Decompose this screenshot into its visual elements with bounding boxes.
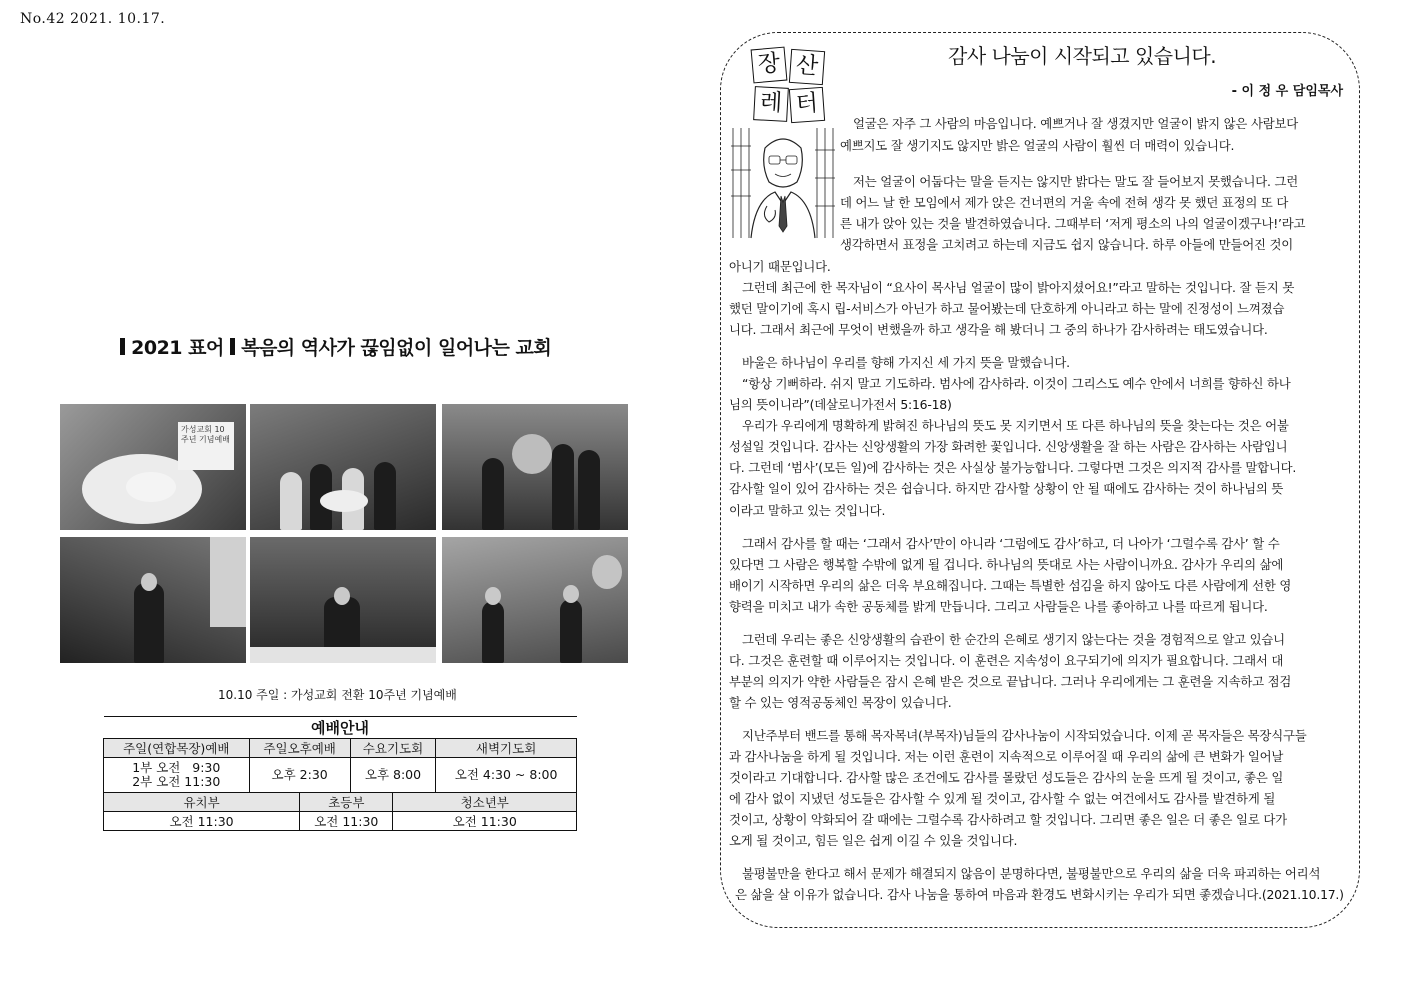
photo-speaker-left [60,537,246,663]
cake-shape [320,490,368,512]
sunday-first-service: 1부 오전 9:30 [132,760,221,775]
cake-top-shape [126,472,176,502]
letter-line: 있다면 그 사람은 행복할 수밖에 없게 될 겁니다. 하나님의 뜻대로 사는 사람이니까요. 감사가 우리의 삶에 [729,557,1284,572]
letter-line: 했던 말이기에 혹시 립-서비스가 아닌가 하고 물어봤는데 단호하게 아니라고 하는 말에 진정성이 느껴졌습 [729,301,1285,316]
motto-label: 2021 표어 [131,337,224,359]
photo-collage [60,404,626,665]
letter-line: 것이라고 기대합니다. 감사할 많은 조건에도 감사를 몰랐던 성도들은 감사의 눈을 뜨게 될 것이고, 좋은 일 [729,770,1284,785]
flowers-shape [512,434,552,474]
badge-char: 장 [751,47,788,84]
motto-bar-left [120,338,125,355]
col-sunday-service: 주일(연합목장)예배 [104,739,250,758]
badge-char: 터 [789,87,825,123]
issue-date: No.42 2021. 10.17. [20,11,166,27]
person-shape [280,472,302,530]
cell-sunday-times [104,758,250,793]
person-shape [482,458,504,530]
letter-line: 과 감사나눔을 하게 될 것입니다. 저는 이런 훈련이 지속적으로 이루어질 때 우리의 삶에 큰 변화가 일어날 [729,749,1284,764]
cell-wednesday-time: 오후 8:00 [350,758,435,793]
letter-line: 이라고 말하고 있는 것입니다. [729,503,886,518]
letter-line: 그래서 감사를 할 때는 ‘그래서 감사’만이 아니라 ‘그럼에도 감사’하고, 더 나아가 ‘그럴수록 감사’ 할 수 [742,536,1280,551]
photo-pastor-sermon [250,537,436,663]
col-youth: 청소년부 [393,793,577,812]
letter-line: 부분의 의지가 약한 사람들은 잠시 은혜 받은 것으로 끝납니다. 그러나 우리에게는 그 훈련을 지속하고 점검 [729,674,1292,689]
badge-char: 산 [789,49,825,85]
letter-line: 할 수 있는 영적공동체인 목장이 있습니다. [729,695,952,710]
letter-line: 다. 그런데 ‘범사’(모든 일)에 감사하는 것은 사실상 불가능합니다. 그렇다면 그것은 의지적 감사를 말합니다. [729,460,1297,475]
person-shape [552,444,574,530]
photo-caption: 10.10 주일 : 가성교회 전환 10주년 기념예배 [218,688,457,702]
head-shape [563,585,579,603]
letter-line: 은 삶을 살 이유가 없습니다. 감사 나눔을 통하여 마음과 환경도 변화시키는 우리가 되면 좋겠습니다.(2021.10.17.) [735,887,1344,902]
worship-schedule-table [103,716,577,831]
letter-line: 배이기 시작하면 우리의 삶은 더욱 부요해집니다. 그때는 특별한 섬김을 하지 않아도 다른 사람에게 선한 영 [729,578,1292,593]
motto-bar-right [230,338,235,355]
cell-youth-time: 오전 11:30 [393,812,577,831]
letter-line: 에 감사 없이 지냈던 성도들은 감사할 수 있게 될 것이고, 감사할 수 없는 여건에서도 감사를 발견하게 될 [729,791,1276,806]
letter-line: 우리가 우리에게 명확하게 밝혀진 하나님의 뜻도 못 지키면서 또 다른 하나님의 뜻을 찾는다는 것은 어불 [742,418,1289,433]
flowers-shape [592,555,622,589]
banner-shape [210,537,246,627]
letter-line: 저는 얼굴이 어둡다는 말을 듣지는 않지만 밝다는 말도 잘 들어보지 못했습니다. 그런 [853,174,1299,189]
letter-line: 것이고, 상황이 악화되어 갈 때에는 그럴수록 감사하려고 할 것입니다. 그리면 좋은 일은 더 좋은 일로 다가 [729,812,1287,827]
letter-line: 향력을 미치고 내가 속한 공동체를 밝게 만듭니다. 그리고 사람들은 나를 좋아하고 나를 따르게 됩니다. [729,599,1268,614]
cell-afternoon-time: 오후 2:30 [249,758,350,793]
letter-line: 성설일 것입니다. 감사는 신앙생활의 가장 화려한 꽃입니다. 신앙생활을 잘 하는 사람은 감사하는 사람입니 [729,439,1288,454]
letter-line: 그런데 최근에 한 목자님이 “요사이 목사님 얼굴이 많이 밝아지셨어요!”라고 말하는 것입니다. 잘 듣지 못 [742,280,1295,295]
platform-shape [250,647,436,663]
letter-line: 얼굴은 자주 그 사람의 마음입니다. 예쁘거나 잘 생겼지만 얼굴이 밝지 않은 사람보다 [853,116,1299,131]
head-shape [141,573,157,591]
col-sunday-afternoon: 주일오후예배 [249,739,350,758]
letter-line: 예쁘지도 잘 생기지도 않지만 밝은 얼굴의 사람이 훨씬 더 매력이 있습니다. [840,138,1235,153]
col-kindergarten: 유치부 [104,793,300,812]
pastor-portrait-sketch [731,126,835,240]
letter-line: 감사할 일이 있어 감사하는 것은 쉽습니다. 하지만 감사할 상황이 안 될 때에도 감사하는 것이 하나님의 뜻 [729,481,1284,496]
letter-line: 른 내가 앉아 있는 것을 발견하였습니다. 그때부터 ‘저게 평소의 나의 얼굴이겠구나!’라고 [840,216,1306,231]
col-dawn-prayer: 새벽기도회 [436,739,577,758]
cake-sign: 가성교회 10주년 기념예배 [178,422,234,470]
cell-kindergarten-time: 오전 11:30 [104,812,300,831]
letter-line: 님의 뜻이니라”(데살로니가전서 5:16-18) [729,397,952,412]
col-wednesday-prayer: 수요기도회 [350,739,435,758]
cell-elementary-time: 오전 11:30 [300,812,393,831]
letter-line: 데 어느 날 한 모임에서 제가 앉은 건너편의 거울 속에 전혀 생각 못 했던 표정의 또 다 [840,195,1289,210]
head-shape [334,587,350,605]
letter-line: 바울은 하나님이 우리를 향해 가지신 세 가지 뜻을 말했습니다. [742,355,1070,370]
person-shape [578,450,600,530]
person-shape [374,462,396,530]
schedule-title: 예배안내 [104,717,577,739]
sunday-second-service: 2부 오전 11:30 [132,774,221,789]
col-elementary: 초등부 [300,793,393,812]
letter-author: - 이 정 우 담임목사 [1231,84,1343,99]
church-motto [120,333,580,360]
cell-dawn-time: 오전 4:30 ~ 8:00 [436,758,577,793]
letter-line: 생각하면서 표정을 고치려고 하는데 지금도 쉽지 않습니다. 하루 아들에 만들어진 것이 [840,237,1294,252]
letter-line: 불평불만을 한다고 해서 문제가 해결되지 않음이 분명하다면, 불평불만으로 우리의 삶을 더욱 파괴하는 어리석 [742,866,1321,881]
photo-two-speakers [442,537,628,663]
letter-line: 아니기 때문입니다. [729,259,831,274]
letter-line: 오게 될 것이고, 힘든 일은 쉽게 이길 수 있을 것입니다. [729,833,1018,848]
photo-flower-presentation [442,404,628,530]
person-shape [482,601,504,663]
letter-line: 그런데 우리는 좋은 신앙생활의 습관이 한 순간의 은혜로 생기지 않는다는 것을 경험적으로 알고 있습니 [742,632,1285,647]
person-shape [134,583,164,663]
photo-cake [60,404,246,530]
letter-line: “항상 기뻐하라. 쉬지 말고 기도하라. 범사에 감사하라. 이것이 그리스도 예수 안에서 너희를 향하신 하나 [742,376,1291,391]
column-badge [752,48,826,124]
letter-title: 감사 나눔이 시작되고 있습니다. [948,44,1217,68]
person-shape [560,599,582,663]
letter-line: 니다. 그래서 최근에 무엇이 변했을까 하고 생각을 해 봤더니 그 중의 하나가 감사하려는 태도였습니다. [729,322,1268,337]
letter-line: 다. 그것은 훈련할 때 이루어지는 것입니다. 이 훈련은 지속성이 요구되기에 의지가 필요합니다. 그래서 대 [729,653,1284,668]
head-shape [485,587,501,605]
letter-line: 지난주부터 밴드를 통해 목자목녀(부목자)님들의 감사나눔이 시작되었습니다. 이제 곧 목자들은 목장식구들 [742,728,1307,743]
badge-char: 레 [753,86,789,122]
motto-text: 복음의 역사가 끊임없이 일어나는 교회 [241,337,552,359]
photo-cake-cutting [250,404,436,530]
